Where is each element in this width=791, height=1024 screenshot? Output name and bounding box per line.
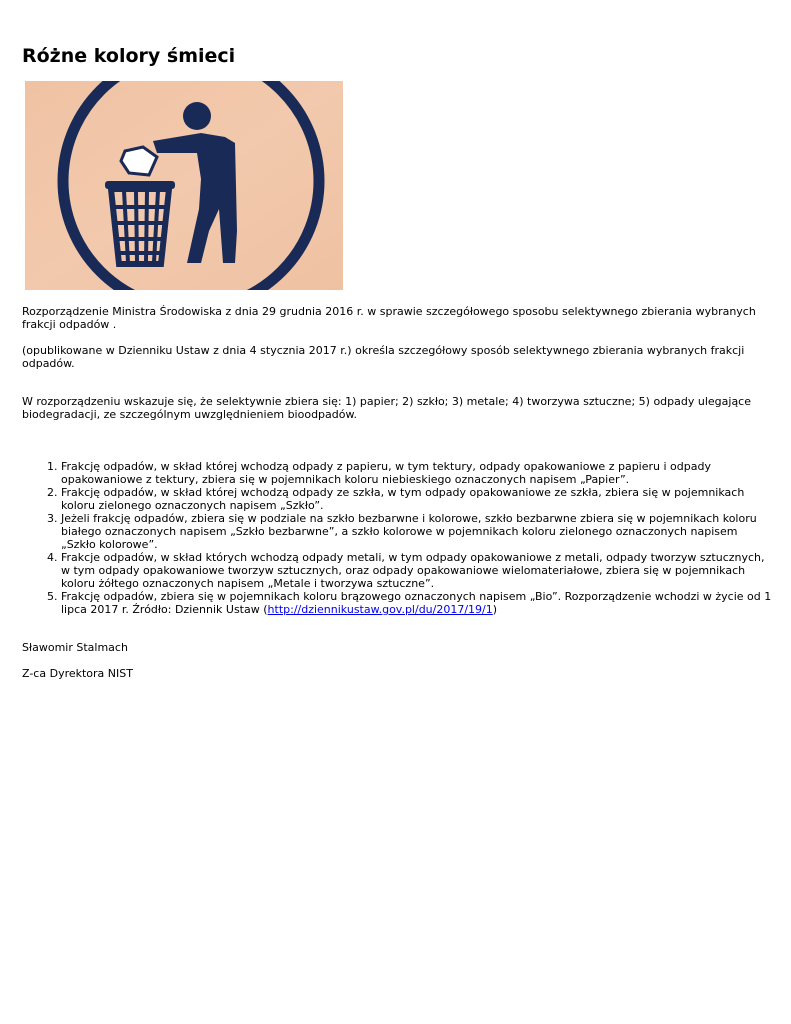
list-item (61, 551, 772, 590)
source-link-close: ) (492, 603, 498, 616)
waste-fraction-list (22, 460, 772, 616)
list-item-text: Frakcje odpadów, w skład których wchodzą odpady metali, w tym odpady opakowaniowe z metali, odpady tworzyw sztucznych, w tym odpady opakowaniowe tworzyw sztucznych, oraz odpady opakowaniowe wielomateriałowe, zbiera się w pojemnikach koloru żółtego oznaczonych napisem „Metale i tworzywa sztuczne”. (61, 551, 765, 590)
intro-paragraph: Rozporządzenie Ministra Środowiska z dnia 29 grudnia 2016 r. w sprawie szczegółowego sposobu selektywnego zbierania wybranych frakcji odpadów . (22, 305, 756, 331)
list-item (61, 512, 772, 551)
author-role: Z-ca Dyrektora NIST (22, 667, 133, 680)
page-title: Różne kolory śmieci (22, 45, 236, 67)
author-name: Sławomir Stalmach (22, 641, 128, 654)
list-item-text: Frakcję odpadów, w skład której wchodzą odpady z papieru, w tym tektury, odpady opakowaniowe z papieru i odpady opakowaniowe z tektury, zbiera się w pojemnikach koloru niebieskiego oznaczonych napisem „Papier”. (61, 460, 711, 486)
list-item-text: Frakcję odpadów, w skład której wchodzą odpady ze szkła, w tym odpady opakowaniowe ze szkła, zbiera się w pojemnikach koloru zielonego oznaczonych napisem „Szkło”. (61, 486, 745, 512)
list-item (61, 460, 772, 486)
list-item-text: Frakcję odpadów, zbiera się w pojemnikach koloru brązowego oznaczonych napisem „Bio”. Rozporządzenie wchodzi w życie od 1 lipca 2017 r. Źródło: Dziennik Ustaw ( (61, 590, 772, 616)
summary-paragraph: W rozporządzeniu wskazuje się, że selektywnie zbiera się: 1) papier; 2) szkło; 3) metale; 4) tworzywa sztuczne; 5) odpady ulegające biodegradacji, ze szczególnym uwzględnieniem bioodpadów. (22, 395, 751, 421)
list-item (61, 590, 772, 616)
list-item (61, 486, 772, 512)
litter-bin-sign-icon (25, 81, 343, 290)
source-link[interactable]: http://dziennikustaw.gov.pl/du/2017/19/1 (267, 603, 493, 616)
list-item-text: Jeżeli frakcję odpadów, zbiera się w podziale na szkło bezbarwne i kolorowe, szkło bezbarwne zbiera się w pojemnikach koloru białego oznaczonych napisem „Szkło bezbarwne”, a szkło kolorowe w pojemnikach koloru zielonego oznaczonych napisem „Szkło kolorowe”. (61, 512, 757, 551)
publication-note: (opublikowane w Dzienniku Ustaw z dnia 4 stycznia 2017 r.) określa szczegółowy sposób selektywnego zbierania wybranych frakcji odpadów. (22, 344, 745, 370)
